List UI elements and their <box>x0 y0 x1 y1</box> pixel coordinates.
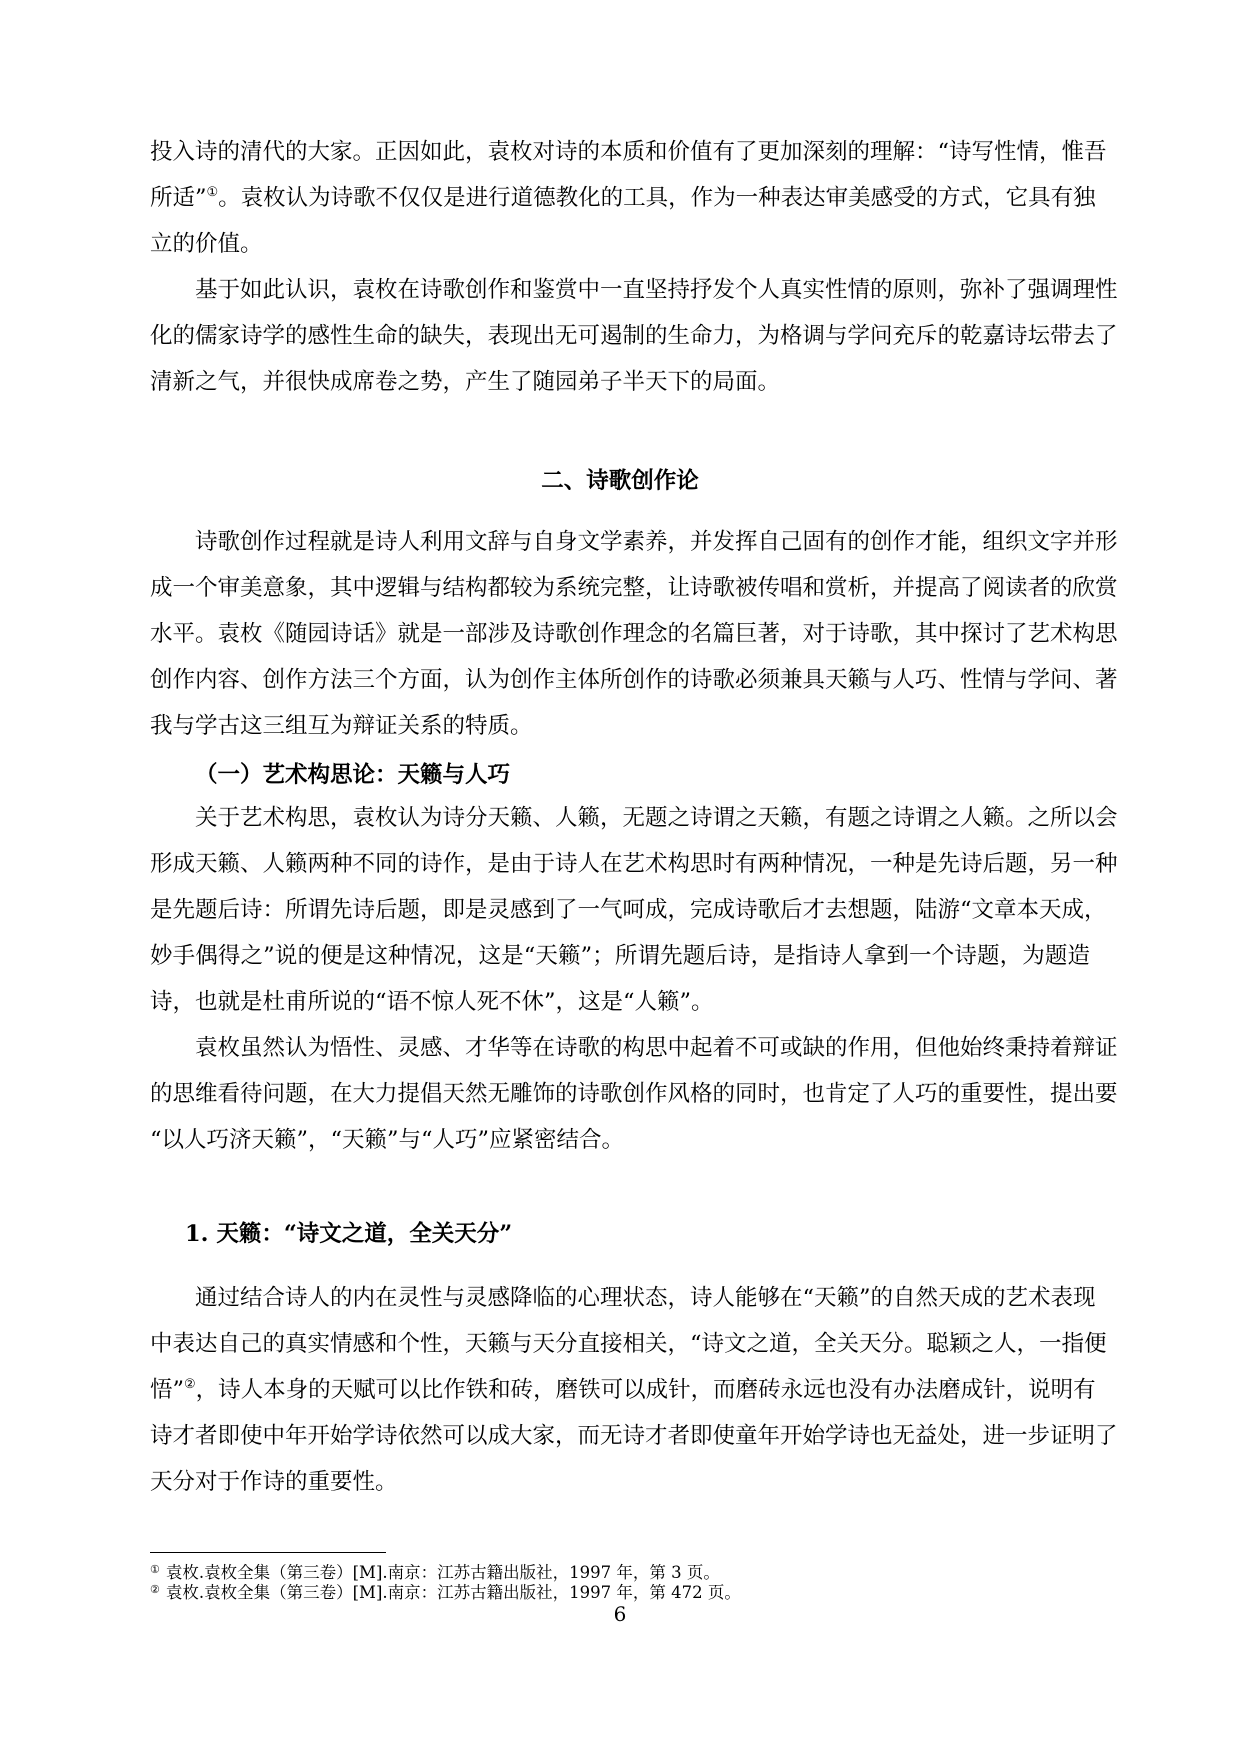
paragraph-6-line-1: 通过结合诗人的内在灵性与灵感降临的心理状态，诗人能够在“天籁”的自然天成的艺术表现 <box>195 1285 1096 1311</box>
paragraph-1-line-3: 立的价值。 <box>150 231 263 257</box>
paragraph-2-line-2: 化的儒家诗学的感性生命的缺失，表现出无可遏制的生命力，为格调与学问充斥的乾嘉诗坛带去了 <box>150 323 1118 349</box>
paragraph-4-line-3: 是先题后诗：所谓先诗后题，即是灵感到了一气呵成，完成诗歌后才去想题，陆游“文章本天成， <box>150 897 1107 923</box>
paragraph-1-line-1: 投入诗的清代的大家。正因如此，袁枚对诗的本质和价值有了更加深刻的理解：“诗写性情，惟吾 <box>150 139 1107 165</box>
paragraph-4-line-5: 诗，也就是杜甫所说的“语不惊人死不休”，这是“人籁”。 <box>150 989 714 1015</box>
paragraph-5-line-2: 的思维看待问题，在大力提倡天然无雕饰的诗歌创作风格的同时，也肯定了人巧的重要性，提出要 <box>150 1081 1118 1107</box>
paragraph-6-line-5: 天分对于作诗的重要性。 <box>150 1469 398 1495</box>
paragraph-4-line-1: 关于艺术构思，袁枚认为诗分天籁、人籁，无题之诗谓之天籁，有题之诗谓之人籁。之所以会 <box>195 805 1118 831</box>
paragraph-4-line-2: 形成天籁、人籁两种不同的诗作，是由于诗人在艺术构思时有两种情况，一种是先诗后题，另一种 <box>150 851 1118 877</box>
subsection-heading: （一）艺术构思论：天籁与人巧 <box>195 762 511 788</box>
page-number: 6 <box>613 1602 627 1626</box>
paragraph-3-line-4: 创作内容、创作方法三个方面，认为创作主体所创作的诗歌必须兼具天籁与人巧、性情与学问、著 <box>150 667 1118 693</box>
paragraph-5-line-1: 袁枚虽然认为悟性、灵感、才华等在诗歌的构思中起着不可或缺的作用，但他始终秉持着辩证 <box>195 1035 1118 1061</box>
paragraph-1-line-2 <box>150 183 1096 213</box>
paragraph-3-line-1: 诗歌创作过程就是诗人利用文辞与自身文学素养，并发挥自己固有的创作才能，组织文字并形 <box>195 529 1118 555</box>
paragraph-3-line-2: 成一个审美意象，其中逻辑与结构都较为系统完整，让诗歌被传唱和赏析，并提高了阅读者的欣赏 <box>150 575 1118 601</box>
sub-subsection-heading: 1. 天籁：“诗文之道，全关天分” <box>185 1221 513 1247</box>
paragraph-2-line-1: 基于如此认识，袁枚在诗歌创作和鉴赏中一直坚持抒发个人真实性情的原则，弥补了强调理性 <box>195 277 1118 303</box>
footnote-mark: ① <box>150 1563 160 1576</box>
footnote-ref-1: ① <box>206 185 219 200</box>
paragraph-4-line-4: 妙手偶得之”说的便是这种情况，这是“天籁”；所谓先题后诗，是指诗人拿到一个诗题，为题造 <box>150 943 1090 969</box>
quote-text: 悟” <box>150 1377 185 1403</box>
paragraph-text: 。袁枚认为诗歌不仅仅是进行道德教化的工具，作为一种表达审美感受的方式，它具有独 <box>218 185 1096 211</box>
paragraph-text: ，诗人本身的天赋可以比作铁和砖，磨铁可以成针，而磨砖永远也没有办法磨成针，说明有 <box>195 1377 1096 1403</box>
paragraph-5-line-3: “以人巧济天籁”，“天籁”与“人巧”应紧密结合。 <box>150 1127 625 1153</box>
quote-text: 所适” <box>150 185 207 211</box>
footnote-2 <box>150 1580 741 1603</box>
paragraph-6-line-2: 中表达自己的真实情感和个性，天籁与天分直接相关，“诗文之道，全关天分。聪颖之人，一指便 <box>150 1331 1107 1357</box>
section-heading: 二、诗歌创作论 <box>541 468 699 494</box>
footnote-text: 袁枚.袁枚全集（第三卷）[M].南京：江苏古籍出版社，1997 年，第 472 页。 <box>165 1583 741 1602</box>
footnote-divider <box>150 1552 386 1553</box>
footnote-text: 袁枚.袁枚全集（第三卷）[M].南京：江苏古籍出版社，1997 年，第 3 页。 <box>165 1563 720 1582</box>
paragraph-2-line-3: 清新之气，并很快成席卷之势，产生了随园弟子半天下的局面。 <box>150 369 781 395</box>
paragraph-6-line-3 <box>150 1375 1096 1405</box>
paragraph-3-line-3: 水平。袁枚《随园诗话》就是一部涉及诗歌创作理念的名篇巨著，对于诗歌，其中探讨了艺术构思 <box>150 621 1118 647</box>
footnote-mark: ② <box>150 1583 160 1596</box>
footnote-ref-2: ② <box>184 1377 196 1392</box>
paragraph-3-line-5: 我与学古这三组互为辩证关系的特质。 <box>150 713 533 739</box>
paragraph-6-line-4: 诗才者即使中年开始学诗依然可以成大家，而无诗才者即使童年开始学诗也无益处，进一步证明了 <box>150 1423 1118 1449</box>
